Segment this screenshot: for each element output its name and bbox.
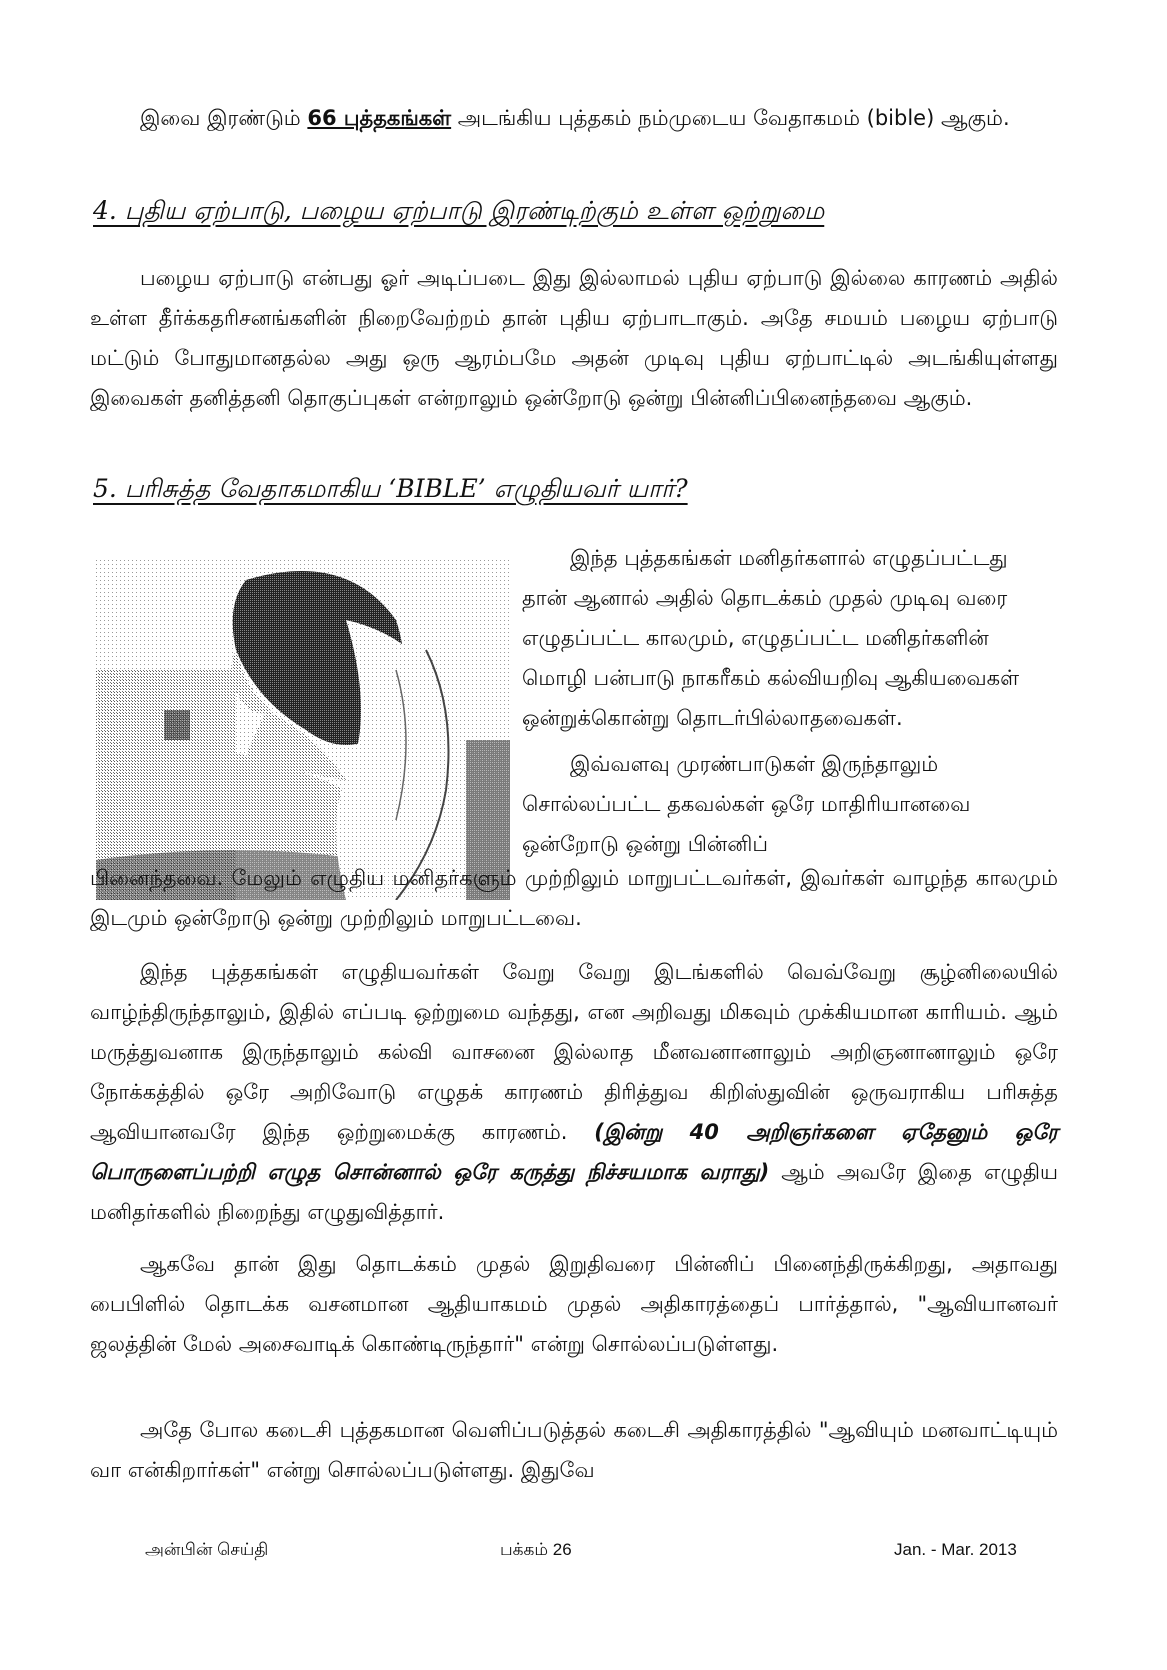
intro-highlight: 66 புத்தகங்கள் bbox=[307, 106, 452, 130]
section-4-paragraph: பழைய ஏற்பாடு என்பது ஓர் அடிப்படை இது இல்லாமல் புதிய ஏற்பாடு இல்லை காரணம் அதில் உள்ள தீர்க்கதரிசனங்களின் நிறைவேற்றம் தான் புதிய ஏற்பாடாகும். அதே சமயம் பழைய ஏற்பாடு மட்டும் போதுமானதல்ல அது ஒரு ஆரம்பமே அதன் முடிவு புதிய ஏற்பாட்டில் அடங்கியுள்ளது இவைகள் தனித்தனி தொகுப்புகள் என்றாலும் ஒன்றோடு ஒன்று பின்னிப்பினைந்தவை ஆகும். bbox=[90, 266, 1058, 410]
paragraph-3-text-a: இந்த புத்தகங்கள் எழுதியவர்கள் வேறு வேறு இடங்களில் வெவ்வேறு சூழ்னிலையில் வாழ்ந்திருந்தாலும், இதில் எப்படி ஒற்றுமை வந்தது, என அறிவது மிகவும் முக்கியமான காரியம். ஆம் மருத்துவனாக இருந்தாலும் கல்வி வாசனை இல்லாத மீனவனானாலும் அறிஞனானாலும் ஒரே நோக்கத்தில் ஒரே அறிவோடு எழுதக் காரணம் திரித்துவ கிறிஸ்துவின் ஒருவராகிய பரிசுத்த ஆவியானவரே இந்த ஒற்றுமைக்கு காரணம். bbox=[90, 960, 1058, 1144]
intro-text-1: இவை இரண்டும் bbox=[140, 106, 308, 130]
footer-page-number: பக்கம் 26 bbox=[500, 1540, 572, 1559]
footer-publication: அன்பின் செய்தி bbox=[145, 1540, 269, 1559]
section-5-heading: 5. பரிசுத்த வேதாகமாகிய ‘BIBLE’ எழுதியவர் யார்? bbox=[93, 474, 688, 503]
illustration-writer-image bbox=[96, 560, 510, 900]
section-5-column bbox=[522, 538, 1058, 864]
section-4-heading: 4. புதிய ஏற்பாடு, பழைய ஏற்பாடு இரண்டிற்கும் உள்ள ஒற்றுமை bbox=[93, 196, 825, 225]
section-5-continuation: பினைந்தவை. மேலும் எழுதிய மனிதர்களும் முற்றிலும் மாறுபட்டவர்கள், இவர்கள் வாழந்த காலமும் இடமும் ஒன்றோடு ஒன்று முற்றிலும் மாறுபட்டவை. bbox=[90, 866, 1058, 930]
section-5-paragraph-3 bbox=[90, 952, 1058, 1232]
section-5-column-paragraph-2: இவ்வளவு முரண்பாடுகள் இருந்தாலும் சொல்லப்பட்ட தகவல்கள் ஒரே மாதிரியானவை ஒன்றோடு ஒன்று பின்னிப் bbox=[522, 752, 971, 856]
paragraph-3-text-b: ஆம் அவரே இதை எழுதிய மனிதர்களில் நிறைந்து எழுதுவித்தார். bbox=[90, 1160, 1058, 1224]
section-5-paragraph-4: ஆகவே தான் இது தொடக்கம் முதல் இறுதிவரை பின்னிப் பினைந்திருக்கிறது, அதாவது பைபிளில் தொடக்க வசனமான ஆதியாகமம் முதல் அதிகாரத்தைப் பார்த்தால், "ஆவியானவர் ஜலத்தின் மேல் அசைவாடிக் கொண்டிருந்தார்" என்று சொல்லப்படுள்ளது. bbox=[90, 1252, 1058, 1356]
section-5-paragraph-5: அதே போல கடைசி புத்தகமான வெளிப்படுத்தல் கடைசி அதிகாரத்தில் "ஆவியும் மனவாட்டியும் வா என்கிறார்கள்" என்று சொல்லப்படுள்ளது. இதுவே bbox=[90, 1418, 1058, 1482]
intro-text-2: அடங்கிய புத்தகம் நம்முடைய வேதாகமம் (bible) ஆகும். bbox=[451, 106, 1010, 130]
intro-paragraph bbox=[90, 98, 1058, 138]
paragraph-3-emphasis: (இன்று 40 அறிஞர்களை ஏதேனும் ஒரே பொருளைப்பற்றி எழுத சொன்னால் ஒரே கருத்து நிச்சயமாக வராது) bbox=[90, 1120, 1058, 1184]
footer-date: Jan. - Mar. 2013 bbox=[894, 1540, 1017, 1559]
section-5-column-paragraph-1: இந்த புத்தகங்கள் மனிதர்களால் எழுதப்பட்டது தான் ஆனால் அதில் தொடக்கம் முதல் முடிவு வரை எழுதப்பட்ட காலமும், எழுதப்பட்ட மனிதர்களின் மொழி பன்பாடு நாகரீகம் கல்வியறிவு ஆகியவைகள் ஒன்றுக்கொன்று தொடர்பில்லாதவைகள். bbox=[522, 546, 1020, 730]
